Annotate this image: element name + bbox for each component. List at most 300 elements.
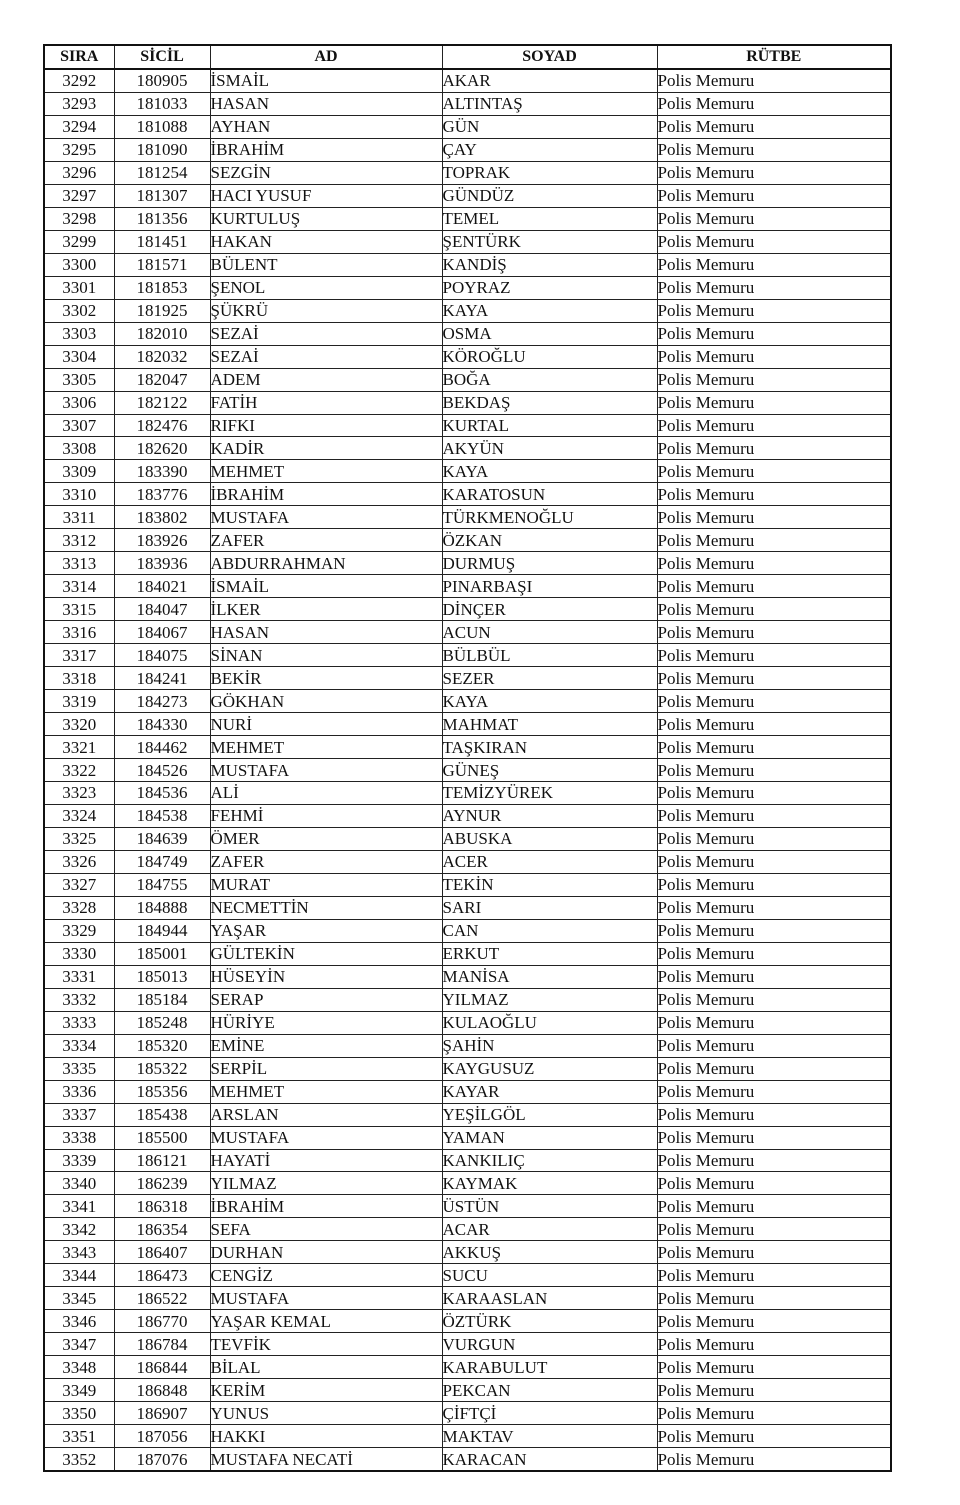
rank-cell: Polis Memuru	[657, 552, 891, 575]
table-row	[44, 115, 891, 138]
sira-cell: 3294	[44, 115, 114, 138]
sira-cell: 3311	[44, 506, 114, 529]
table-row	[44, 1080, 891, 1103]
first-name-cell: İBRAHİM	[210, 483, 442, 506]
last-name-cell: OSMA	[442, 322, 657, 345]
last-name-cell: PEKCAN	[442, 1379, 657, 1402]
table-row	[44, 1149, 891, 1172]
sira-cell: 3318	[44, 667, 114, 690]
last-name-cell: PINARBAŞI	[442, 575, 657, 598]
table-row	[44, 1264, 891, 1287]
rank-cell: Polis Memuru	[657, 322, 891, 345]
table-row	[44, 1011, 891, 1034]
table-row	[44, 896, 891, 919]
first-name-cell: YILMAZ	[210, 1172, 442, 1195]
last-name-cell: CAN	[442, 919, 657, 942]
sicil-cell: 181033	[114, 92, 210, 115]
sira-cell: 3346	[44, 1310, 114, 1333]
first-name-cell: HÜSEYİN	[210, 965, 442, 988]
last-name-cell: YAMAN	[442, 1126, 657, 1149]
sira-cell: 3331	[44, 965, 114, 988]
sicil-cell: 180905	[114, 69, 210, 92]
last-name-cell: ABUSKA	[442, 827, 657, 850]
last-name-cell: BÜLBÜL	[442, 644, 657, 667]
table-row	[44, 1379, 891, 1402]
table-row	[44, 460, 891, 483]
table-row	[44, 1057, 891, 1080]
sicil-cell: 186407	[114, 1241, 210, 1264]
sira-cell: 3328	[44, 896, 114, 919]
first-name-cell: HAKAN	[210, 230, 442, 253]
table-row	[44, 1172, 891, 1195]
table-row	[44, 1448, 891, 1471]
table-row	[44, 276, 891, 299]
first-name-cell: SEFA	[210, 1218, 442, 1241]
table-row	[44, 804, 891, 827]
rank-cell: Polis Memuru	[657, 919, 891, 942]
table-row	[44, 1103, 891, 1126]
table-row	[44, 1241, 891, 1264]
first-name-cell: TEVFİK	[210, 1333, 442, 1356]
rank-cell: Polis Memuru	[657, 1333, 891, 1356]
first-name-cell: FATİH	[210, 391, 442, 414]
sira-cell: 3315	[44, 598, 114, 621]
first-name-cell: BÜLENT	[210, 253, 442, 276]
sira-cell: 3342	[44, 1218, 114, 1241]
rank-cell: Polis Memuru	[657, 1080, 891, 1103]
last-name-cell: BOĞA	[442, 368, 657, 391]
personnel-table	[43, 44, 892, 1472]
rank-cell: Polis Memuru	[657, 873, 891, 896]
last-name-cell: YEŞİLGÖL	[442, 1103, 657, 1126]
last-name-cell: POYRAZ	[442, 276, 657, 299]
first-name-cell: ŞENOL	[210, 276, 442, 299]
table-row	[44, 713, 891, 736]
sira-cell: 3325	[44, 827, 114, 850]
table-row	[44, 919, 891, 942]
sicil-cell: 181356	[114, 207, 210, 230]
table-row	[44, 184, 891, 207]
last-name-cell: ACAR	[442, 1218, 657, 1241]
first-name-cell: HAKKI	[210, 1425, 442, 1448]
last-name-cell: ÜSTÜN	[442, 1195, 657, 1218]
sicil-cell: 181088	[114, 115, 210, 138]
sicil-cell: 186121	[114, 1149, 210, 1172]
table-row	[44, 988, 891, 1011]
sira-cell: 3319	[44, 690, 114, 713]
rank-cell: Polis Memuru	[657, 896, 891, 919]
sicil-cell: 184755	[114, 873, 210, 896]
last-name-cell: ÖZTÜRK	[442, 1310, 657, 1333]
last-name-cell: BEKDAŞ	[442, 391, 657, 414]
rank-cell: Polis Memuru	[657, 850, 891, 873]
sira-cell: 3298	[44, 207, 114, 230]
table-row	[44, 621, 891, 644]
first-name-cell: İBRAHİM	[210, 138, 442, 161]
last-name-cell: AYNUR	[442, 804, 657, 827]
first-name-cell: SEZAİ	[210, 345, 442, 368]
first-name-cell: ABDURRAHMAN	[210, 552, 442, 575]
sicil-cell: 186354	[114, 1218, 210, 1241]
last-name-cell: KARAASLAN	[442, 1287, 657, 1310]
sira-cell: 3307	[44, 414, 114, 437]
rank-cell: Polis Memuru	[657, 1379, 891, 1402]
rank-cell: Polis Memuru	[657, 804, 891, 827]
sira-cell: 3337	[44, 1103, 114, 1126]
column-header-sira: SIRA	[44, 45, 114, 69]
sira-cell: 3308	[44, 437, 114, 460]
sicil-cell: 183776	[114, 483, 210, 506]
table-row	[44, 942, 891, 965]
sicil-cell: 186848	[114, 1379, 210, 1402]
sira-cell: 3339	[44, 1149, 114, 1172]
sira-cell: 3329	[44, 919, 114, 942]
rank-cell: Polis Memuru	[657, 827, 891, 850]
sira-cell: 3352	[44, 1448, 114, 1471]
table-row	[44, 161, 891, 184]
rank-cell: Polis Memuru	[657, 1425, 891, 1448]
table-row	[44, 1287, 891, 1310]
last-name-cell: AKKUŞ	[442, 1241, 657, 1264]
sira-cell: 3327	[44, 873, 114, 896]
rank-cell: Polis Memuru	[657, 644, 891, 667]
last-name-cell: KANDİŞ	[442, 253, 657, 276]
sicil-cell: 184330	[114, 713, 210, 736]
sicil-cell: 186318	[114, 1195, 210, 1218]
last-name-cell: SUCU	[442, 1264, 657, 1287]
sira-cell: 3314	[44, 575, 114, 598]
table-row	[44, 552, 891, 575]
last-name-cell: TEMİZYÜREK	[442, 782, 657, 805]
rank-cell: Polis Memuru	[657, 253, 891, 276]
last-name-cell: GÜNEŞ	[442, 759, 657, 782]
last-name-cell: KÖROĞLU	[442, 345, 657, 368]
first-name-cell: EMİNE	[210, 1034, 442, 1057]
sira-cell: 3322	[44, 759, 114, 782]
sicil-cell: 181853	[114, 276, 210, 299]
rank-cell: Polis Memuru	[657, 437, 891, 460]
last-name-cell: KARABULUT	[442, 1356, 657, 1379]
rank-cell: Polis Memuru	[657, 736, 891, 759]
first-name-cell: ADEM	[210, 368, 442, 391]
table-row	[44, 850, 891, 873]
rank-cell: Polis Memuru	[657, 713, 891, 736]
sira-cell: 3349	[44, 1379, 114, 1402]
sira-cell: 3347	[44, 1333, 114, 1356]
rank-cell: Polis Memuru	[657, 690, 891, 713]
rank-cell: Polis Memuru	[657, 1241, 891, 1264]
sicil-cell: 184241	[114, 667, 210, 690]
sicil-cell: 184526	[114, 759, 210, 782]
table-row	[44, 1356, 891, 1379]
first-name-cell: SEZGİN	[210, 161, 442, 184]
table-row	[44, 873, 891, 896]
table-row	[44, 92, 891, 115]
column-header-rutbe: RÜTBE	[657, 45, 891, 69]
first-name-cell: İBRAHİM	[210, 1195, 442, 1218]
rank-cell: Polis Memuru	[657, 414, 891, 437]
rank-cell: Polis Memuru	[657, 115, 891, 138]
last-name-cell: KARACAN	[442, 1448, 657, 1471]
table-row	[44, 1310, 891, 1333]
rank-cell: Polis Memuru	[657, 69, 891, 92]
first-name-cell: KERİM	[210, 1379, 442, 1402]
sira-cell: 3316	[44, 621, 114, 644]
table-row	[44, 575, 891, 598]
rank-cell: Polis Memuru	[657, 1218, 891, 1241]
first-name-cell: ARSLAN	[210, 1103, 442, 1126]
first-name-cell: KURTULUŞ	[210, 207, 442, 230]
first-name-cell: ALİ	[210, 782, 442, 805]
rank-cell: Polis Memuru	[657, 942, 891, 965]
sicil-cell: 184888	[114, 896, 210, 919]
table-row	[44, 1425, 891, 1448]
rank-cell: Polis Memuru	[657, 1172, 891, 1195]
sicil-cell: 184639	[114, 827, 210, 850]
last-name-cell: TOPRAK	[442, 161, 657, 184]
sicil-cell: 181254	[114, 161, 210, 184]
first-name-cell: MUSTAFA	[210, 506, 442, 529]
last-name-cell: ÖZKAN	[442, 529, 657, 552]
last-name-cell: ACUN	[442, 621, 657, 644]
first-name-cell: DURHAN	[210, 1241, 442, 1264]
first-name-cell: MURAT	[210, 873, 442, 896]
table-row	[44, 483, 891, 506]
sicil-cell: 182476	[114, 414, 210, 437]
first-name-cell: YAŞAR	[210, 919, 442, 942]
first-name-cell: HÜRİYE	[210, 1011, 442, 1034]
sicil-cell: 184067	[114, 621, 210, 644]
rank-cell: Polis Memuru	[657, 138, 891, 161]
header-row	[44, 45, 891, 69]
first-name-cell: SERPİL	[210, 1057, 442, 1080]
sicil-cell: 185320	[114, 1034, 210, 1057]
sicil-cell: 184047	[114, 598, 210, 621]
sira-cell: 3336	[44, 1080, 114, 1103]
table-row	[44, 782, 891, 805]
rank-cell: Polis Memuru	[657, 621, 891, 644]
last-name-cell: KAYGUSUZ	[442, 1057, 657, 1080]
last-name-cell: ÇİFTÇİ	[442, 1402, 657, 1425]
last-name-cell: MAKTAV	[442, 1425, 657, 1448]
sira-cell: 3293	[44, 92, 114, 115]
last-name-cell: SARI	[442, 896, 657, 919]
first-name-cell: NECMETTİN	[210, 896, 442, 919]
sicil-cell: 186770	[114, 1310, 210, 1333]
sicil-cell: 186784	[114, 1333, 210, 1356]
first-name-cell: HACI YUSUF	[210, 184, 442, 207]
rank-cell: Polis Memuru	[657, 1149, 891, 1172]
rank-cell: Polis Memuru	[657, 598, 891, 621]
sicil-cell: 184536	[114, 782, 210, 805]
sira-cell: 3299	[44, 230, 114, 253]
sira-cell: 3320	[44, 713, 114, 736]
rank-cell: Polis Memuru	[657, 988, 891, 1011]
column-header-ad: AD	[210, 45, 442, 69]
rank-cell: Polis Memuru	[657, 483, 891, 506]
column-header-soyad: SOYAD	[442, 45, 657, 69]
sicil-cell: 182032	[114, 345, 210, 368]
last-name-cell: TÜRKMENOĞLU	[442, 506, 657, 529]
sira-cell: 3317	[44, 644, 114, 667]
last-name-cell: KAYA	[442, 299, 657, 322]
rank-cell: Polis Memuru	[657, 782, 891, 805]
sicil-cell: 182047	[114, 368, 210, 391]
sicil-cell: 187056	[114, 1425, 210, 1448]
rank-cell: Polis Memuru	[657, 1057, 891, 1080]
sicil-cell: 184749	[114, 850, 210, 873]
table-row	[44, 437, 891, 460]
table-row	[44, 965, 891, 988]
table-row	[44, 1218, 891, 1241]
rank-cell: Polis Memuru	[657, 1011, 891, 1034]
last-name-cell: MAHMAT	[442, 713, 657, 736]
sicil-cell: 182620	[114, 437, 210, 460]
table-row	[44, 345, 891, 368]
sira-cell: 3344	[44, 1264, 114, 1287]
sicil-cell: 186844	[114, 1356, 210, 1379]
sicil-cell: 185438	[114, 1103, 210, 1126]
last-name-cell: AKYÜN	[442, 437, 657, 460]
rank-cell: Polis Memuru	[657, 759, 891, 782]
first-name-cell: İLKER	[210, 598, 442, 621]
sicil-cell: 185356	[114, 1080, 210, 1103]
table-row	[44, 230, 891, 253]
rank-cell: Polis Memuru	[657, 391, 891, 414]
first-name-cell: NURİ	[210, 713, 442, 736]
sira-cell: 3326	[44, 850, 114, 873]
sira-cell: 3348	[44, 1356, 114, 1379]
first-name-cell: ÖMER	[210, 827, 442, 850]
rank-cell: Polis Memuru	[657, 299, 891, 322]
last-name-cell: YILMAZ	[442, 988, 657, 1011]
last-name-cell: ACER	[442, 850, 657, 873]
first-name-cell: MUSTAFA NECATİ	[210, 1448, 442, 1471]
rank-cell: Polis Memuru	[657, 1034, 891, 1057]
sicil-cell: 183802	[114, 506, 210, 529]
sicil-cell: 185013	[114, 965, 210, 988]
sicil-cell: 181571	[114, 253, 210, 276]
rank-cell: Polis Memuru	[657, 965, 891, 988]
table-body	[44, 69, 891, 1471]
first-name-cell: BİLAL	[210, 1356, 442, 1379]
last-name-cell: ÇAY	[442, 138, 657, 161]
rank-cell: Polis Memuru	[657, 207, 891, 230]
sicil-cell: 182010	[114, 322, 210, 345]
sira-cell: 3313	[44, 552, 114, 575]
sira-cell: 3341	[44, 1195, 114, 1218]
sira-cell: 3304	[44, 345, 114, 368]
sicil-cell: 187076	[114, 1448, 210, 1471]
table-row	[44, 759, 891, 782]
table-row	[44, 1034, 891, 1057]
rank-cell: Polis Memuru	[657, 368, 891, 391]
sira-cell: 3330	[44, 942, 114, 965]
table-row	[44, 391, 891, 414]
sicil-cell: 186522	[114, 1287, 210, 1310]
sira-cell: 3332	[44, 988, 114, 1011]
sira-cell: 3323	[44, 782, 114, 805]
sira-cell: 3345	[44, 1287, 114, 1310]
sira-cell: 3300	[44, 253, 114, 276]
sira-cell: 3305	[44, 368, 114, 391]
sira-cell: 3340	[44, 1172, 114, 1195]
last-name-cell: ŞAHİN	[442, 1034, 657, 1057]
sicil-cell: 185322	[114, 1057, 210, 1080]
table-row	[44, 598, 891, 621]
last-name-cell: KULAOĞLU	[442, 1011, 657, 1034]
rank-cell: Polis Memuru	[657, 230, 891, 253]
sira-cell: 3334	[44, 1034, 114, 1057]
sicil-cell: 183936	[114, 552, 210, 575]
sira-cell: 3292	[44, 69, 114, 92]
sicil-cell: 184538	[114, 804, 210, 827]
last-name-cell: ALTINTAŞ	[442, 92, 657, 115]
rank-cell: Polis Memuru	[657, 1264, 891, 1287]
sira-cell: 3295	[44, 138, 114, 161]
first-name-cell: MUSTAFA	[210, 1126, 442, 1149]
sira-cell: 3309	[44, 460, 114, 483]
sicil-cell: 186473	[114, 1264, 210, 1287]
first-name-cell: YAŞAR KEMAL	[210, 1310, 442, 1333]
last-name-cell: KURTAL	[442, 414, 657, 437]
table-row	[44, 1402, 891, 1425]
rank-cell: Polis Memuru	[657, 1103, 891, 1126]
first-name-cell: MUSTAFA	[210, 759, 442, 782]
first-name-cell: HASAN	[210, 92, 442, 115]
table-row	[44, 207, 891, 230]
sira-cell: 3301	[44, 276, 114, 299]
last-name-cell: GÜN	[442, 115, 657, 138]
sira-cell: 3338	[44, 1126, 114, 1149]
table-row	[44, 1195, 891, 1218]
table-row	[44, 736, 891, 759]
sira-cell: 3333	[44, 1011, 114, 1034]
first-name-cell: ZAFER	[210, 529, 442, 552]
sicil-cell: 185248	[114, 1011, 210, 1034]
table-row	[44, 414, 891, 437]
sira-cell: 3335	[44, 1057, 114, 1080]
rank-cell: Polis Memuru	[657, 1402, 891, 1425]
sicil-cell: 186907	[114, 1402, 210, 1425]
table-row	[44, 690, 891, 713]
table-row	[44, 827, 891, 850]
first-name-cell: ZAFER	[210, 850, 442, 873]
table-row	[44, 1333, 891, 1356]
sicil-cell: 185184	[114, 988, 210, 1011]
last-name-cell: KAYA	[442, 690, 657, 713]
last-name-cell: TEMEL	[442, 207, 657, 230]
first-name-cell: FEHMİ	[210, 804, 442, 827]
last-name-cell: ERKUT	[442, 942, 657, 965]
table-row	[44, 253, 891, 276]
first-name-cell: BEKİR	[210, 667, 442, 690]
last-name-cell: KAYMAK	[442, 1172, 657, 1195]
table-row	[44, 138, 891, 161]
sicil-cell: 181090	[114, 138, 210, 161]
sicil-cell: 181925	[114, 299, 210, 322]
first-name-cell: SİNAN	[210, 644, 442, 667]
sira-cell: 3303	[44, 322, 114, 345]
sicil-cell: 186239	[114, 1172, 210, 1195]
first-name-cell: HASAN	[210, 621, 442, 644]
first-name-cell: GÜLTEKİN	[210, 942, 442, 965]
last-name-cell: DURMUŞ	[442, 552, 657, 575]
sicil-cell: 185500	[114, 1126, 210, 1149]
first-name-cell: RIFKI	[210, 414, 442, 437]
rank-cell: Polis Memuru	[657, 1195, 891, 1218]
rank-cell: Polis Memuru	[657, 276, 891, 299]
